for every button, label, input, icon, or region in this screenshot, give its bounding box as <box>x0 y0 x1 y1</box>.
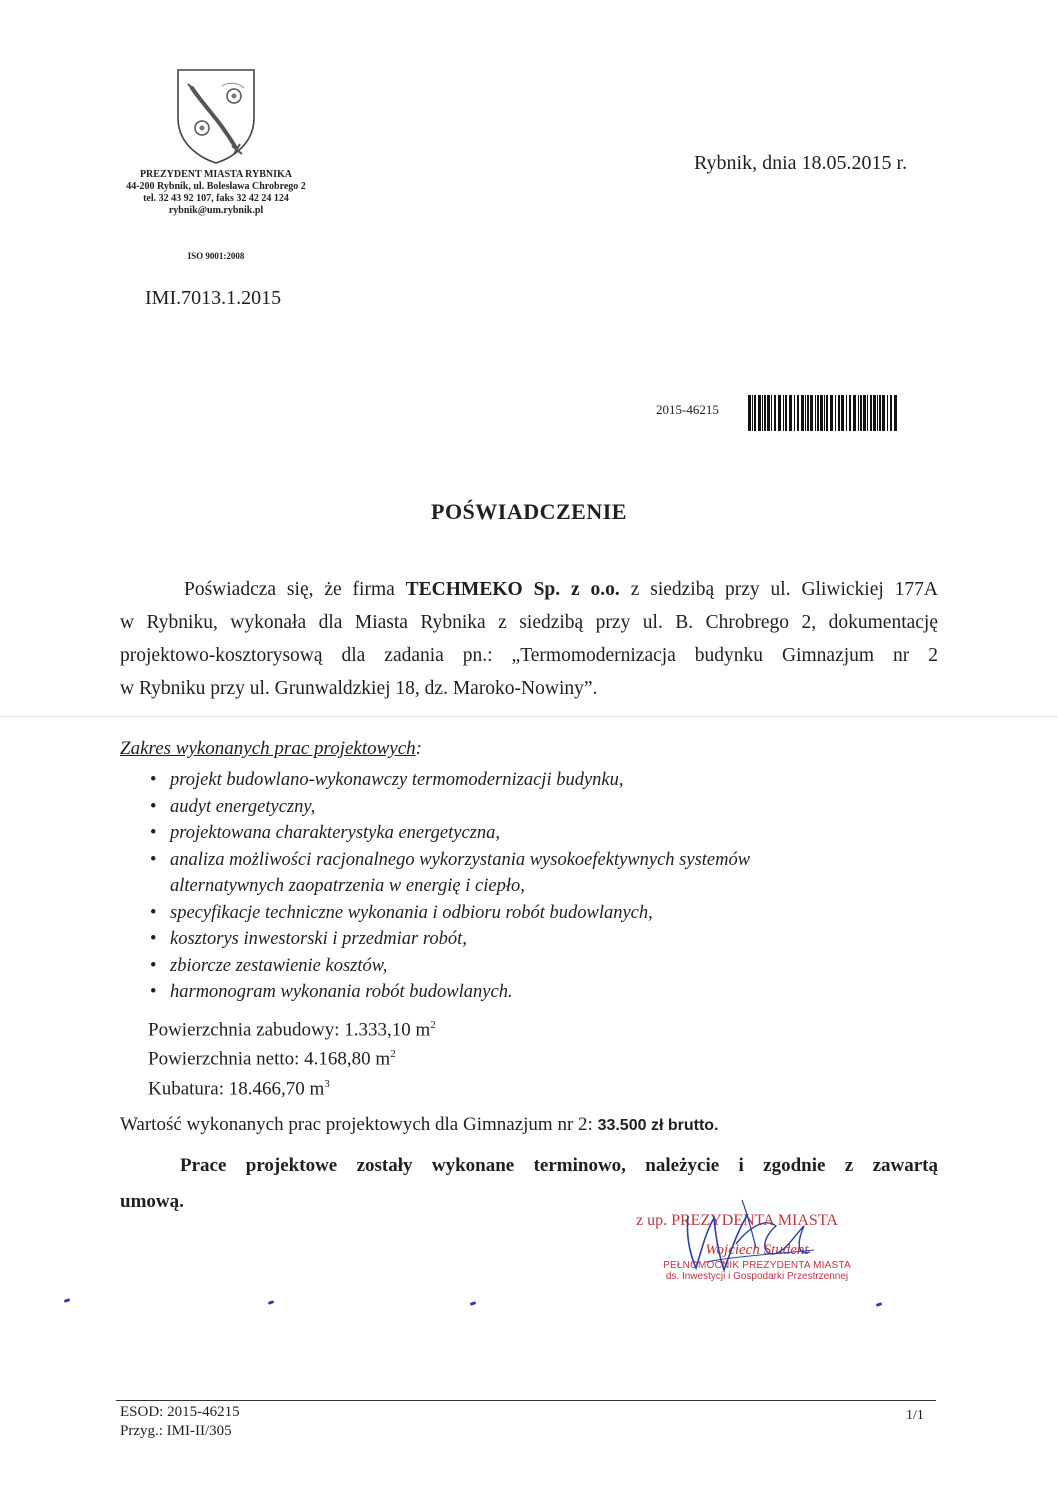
list-item: • audyt energetyczny, <box>148 794 750 821</box>
barcode-bar <box>778 395 781 431</box>
barcode-bar <box>820 395 823 431</box>
net-area <box>148 1042 436 1071</box>
built-up-area <box>148 1013 436 1042</box>
page-number: 1/1 <box>906 1408 924 1423</box>
ink-mark <box>876 1302 883 1307</box>
barcode-bar <box>783 395 784 431</box>
city-crest-icon <box>172 66 260 166</box>
issuer-phone: tel. 32 43 92 107, faks 32 42 24 124 <box>143 193 289 204</box>
issuer-name: PREZYDENT MIASTA RYBNIKA <box>139 169 293 180</box>
barcode-bar <box>826 395 828 431</box>
barcode-bar <box>853 395 856 431</box>
scope-list <box>148 767 750 1006</box>
barcode-bar <box>838 395 840 431</box>
barcode-bar <box>879 395 881 431</box>
barcode-bar <box>771 395 772 431</box>
barcode-bar <box>785 395 787 431</box>
barcode-bar <box>860 395 862 431</box>
document-title: POŚWIADCZENIE <box>431 499 627 524</box>
list-item <box>148 847 750 900</box>
barcode-bar <box>824 395 825 431</box>
company-name: TECHMEKO Sp. z o.o. <box>405 579 620 600</box>
barcode-bar <box>846 395 847 431</box>
barcode-bar <box>863 395 866 431</box>
scope-colon: : <box>415 738 422 759</box>
barcode-bar <box>794 395 795 431</box>
closing-line: Prace projektowe zostały wykonane terminowo, należycie i zgodnie z zawartą <box>180 1155 938 1176</box>
barcode-bar <box>789 395 792 431</box>
list-item-text: • analiza możliwości racjonalnego wykorzystania wysokoefektywnych systemów <box>170 849 751 870</box>
barcode-bar <box>805 395 806 431</box>
barcode-bar <box>877 395 878 431</box>
barcode-bar <box>810 395 813 431</box>
barcode-bar <box>748 395 751 431</box>
stamp-signatory: Wojciech Student <box>705 1242 809 1258</box>
list-item: • harmonogram wykonania robót budowlanych. <box>148 979 750 1006</box>
paragraph-line: w Rybniku przy ul. Grunwaldzkiej 18, dz. Maroko-Nowiny”. <box>120 678 598 699</box>
barcode-bar <box>873 395 876 431</box>
barcode-bar <box>890 395 892 431</box>
iso-certificate: ISO 9001:2008 <box>187 251 245 261</box>
barcode-bar <box>807 395 809 431</box>
issuer-header <box>80 169 352 217</box>
paragraph-line: projektowo-kosztorysową dla zadania pn.: „Termomodernizacja budynku Gimnazjum nr 2 <box>120 645 938 666</box>
barcode-bar <box>754 395 756 431</box>
work-value <box>120 1114 718 1136</box>
issuer-email: rybnik@um.rybnik.pl <box>168 205 264 216</box>
closing-line: umową. <box>120 1191 184 1212</box>
area-text: Powierzchnia netto: 4.168,80 m <box>148 1048 391 1070</box>
barcode <box>748 395 900 431</box>
barcode-bar <box>870 395 872 431</box>
reference-number: IMI.7013.1.2015 <box>145 287 282 309</box>
document-date: Rybnik, dnia 18.05.2015 r. <box>694 152 908 174</box>
barcode-number: 2015-46215 <box>656 402 719 417</box>
barcode-bar <box>762 395 763 431</box>
footer-divider <box>116 1400 936 1401</box>
list-item: • specyfikacje techniczne wykonania i odbioru robót budowlanych, <box>148 900 750 927</box>
barcode-bar <box>752 395 753 431</box>
ink-mark <box>64 1298 71 1303</box>
certification-paragraph <box>120 573 938 705</box>
list-item: • kosztorys inwestorski i przedmiar robót, <box>148 926 750 953</box>
barcode-bar <box>894 395 897 431</box>
barcode-bar <box>835 395 836 431</box>
scan-line <box>0 716 1058 717</box>
area-unit-exponent: 2 <box>390 1048 396 1061</box>
barcode-bar <box>797 395 799 431</box>
paragraph-text: z siedzibą przy ul. Gliwickiej 177A <box>619 579 938 600</box>
esod-number: ESOD: 2015-46215 <box>120 1404 240 1420</box>
area-unit-exponent: 2 <box>430 1019 436 1031</box>
list-item: • zbiorcze zestawienie kosztów, <box>148 953 750 980</box>
barcode-bar <box>758 395 761 431</box>
list-item-text: alternatywnych zaopatrzenia w energię i ciepło, <box>170 876 525 896</box>
scope-heading: Zakres wykonanych prac projektowych <box>120 738 416 759</box>
barcode-bar <box>815 395 816 431</box>
footer-info <box>120 1403 240 1441</box>
list-item: • projektowana charakterystyka energetyczna, <box>148 820 750 847</box>
barcode-bar <box>764 395 766 431</box>
barcode-bar <box>867 395 868 431</box>
barcode-bar <box>882 395 885 431</box>
barcode-bar <box>767 395 770 431</box>
value-label: Wartość wykonanych prac projektowych dla Gimnazjum nr 2: <box>120 1114 598 1135</box>
stamp-role: PEŁNOMOCNIK PREZYDENTA MIASTA <box>663 1260 851 1271</box>
barcode-bar <box>849 395 851 431</box>
paragraph-line <box>120 573 938 606</box>
ink-mark <box>268 1300 275 1305</box>
building-areas <box>148 1013 436 1101</box>
stamp-authority: z up. PREZYDENTA MIASTA <box>636 1212 838 1229</box>
barcode-bar <box>858 395 859 431</box>
barcode-bar <box>830 395 833 431</box>
barcode-bar <box>817 395 819 431</box>
cubature <box>148 1072 436 1101</box>
list-item: • projekt budowlano-wykonawczy termomodernizacji budynku, <box>148 767 750 794</box>
area-text: Kubatura: 18.466,70 m <box>148 1077 325 1099</box>
barcode-bar <box>841 395 844 431</box>
area-text: Powierzchnia zabudowy: 1.333,10 m <box>148 1019 431 1041</box>
handwritten-signature <box>676 1196 826 1282</box>
paragraph-text: Poświadcza się, że firma <box>184 579 406 600</box>
ink-mark <box>470 1301 477 1306</box>
scope-heading-wrap <box>120 738 422 760</box>
paragraph-line: w Rybniku, wykonała dla Miasta Rybnika z siedzibą przy ul. B. Chrobrego 2, dokumentację <box>120 612 938 633</box>
stamp-department: ds. Inwestycji i Gospodarki Przestrzennej <box>665 1271 849 1282</box>
prepared-by: Przyg.: IMI-II/305 <box>120 1423 232 1439</box>
barcode-bar <box>774 395 776 431</box>
barcode-bar <box>887 395 888 431</box>
barcode-bar <box>801 395 804 431</box>
value-amount: 33.500 zł brutto. <box>597 1117 719 1134</box>
issuer-address: 44-200 Rybnik, ul. Bolesława Chrobrego 2 <box>126 181 306 192</box>
area-unit-exponent: 3 <box>324 1077 330 1090</box>
